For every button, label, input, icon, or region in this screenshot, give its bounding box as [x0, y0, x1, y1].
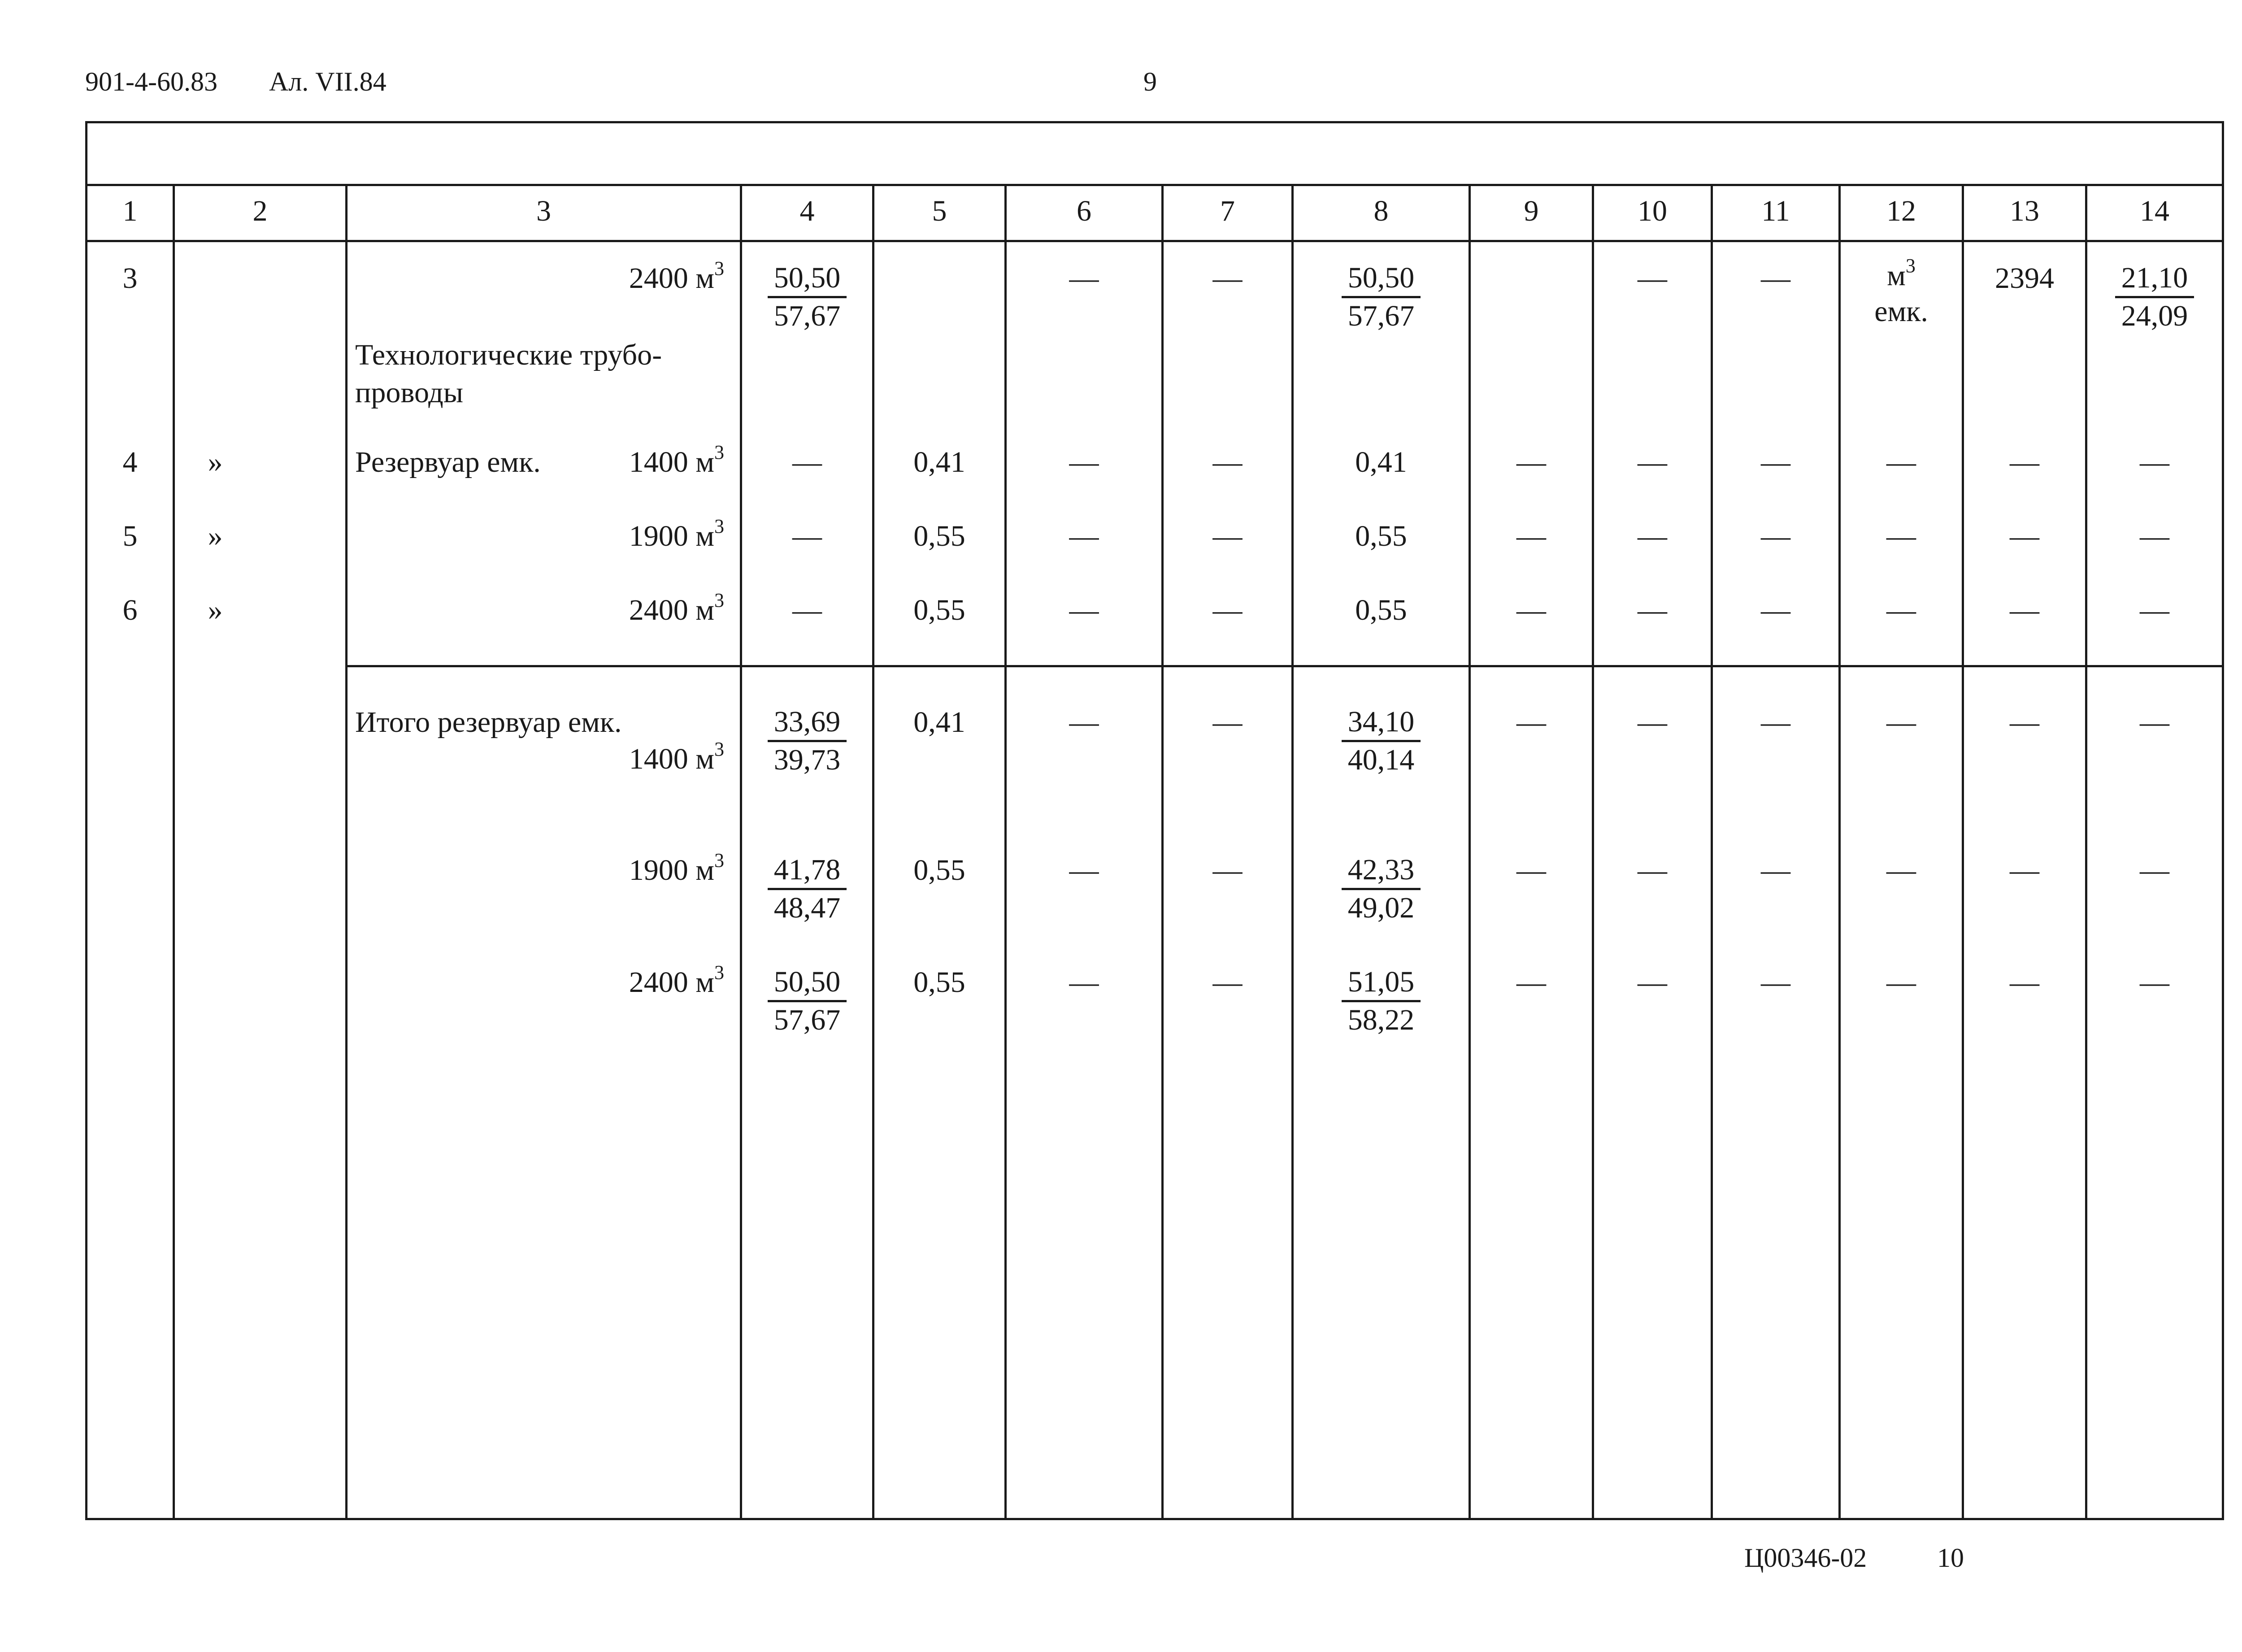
- document-code: 901-4-60.83: [85, 67, 217, 96]
- total3-col4: $\frac{50,50}{57,67}$: [742, 964, 872, 1039]
- total1-col7: —: [1212, 706, 1243, 739]
- col-header-10: 10: [1638, 195, 1667, 227]
- row4-col10: —: [1638, 446, 1667, 478]
- row5-col6: —: [1069, 520, 1099, 552]
- total3-col7: —: [1212, 966, 1243, 999]
- total1-col13: —: [2010, 706, 2039, 739]
- total2-name: 1900 $м^3$: [629, 849, 724, 887]
- col-header-1: 1: [122, 195, 138, 227]
- total2-col7: —: [1212, 854, 1243, 887]
- row5-col10: —: [1638, 520, 1667, 552]
- row3-col6: —: [1069, 262, 1099, 295]
- row3-col12: $м^3$ емк.: [1874, 255, 1928, 328]
- row6-number: 6: [122, 594, 138, 626]
- col-header-3: 3: [536, 195, 551, 227]
- row6-col14: —: [2140, 594, 2169, 626]
- row6-col6: —: [1069, 594, 1099, 626]
- total1-col5: 0,41: [913, 706, 965, 739]
- data-table: [85, 121, 2224, 1520]
- row6-col13: —: [2010, 594, 2039, 626]
- row6-col8: 0,55: [1355, 594, 1407, 626]
- header-top-rule: [87, 184, 2222, 186]
- row3-col8: $\frac{50,50}{57,67}$: [1294, 260, 1469, 335]
- total3-col13: —: [2010, 966, 2039, 999]
- row6-name: 2400 $м^3$: [629, 589, 724, 626]
- col-rule-1: [173, 184, 175, 1520]
- row5-col13: —: [2010, 520, 2039, 552]
- total2-col5: 0,55: [913, 854, 965, 887]
- total1-col8: $\frac{34,10}{40,14}$: [1294, 704, 1469, 778]
- header-bottom-rule: [87, 240, 2222, 242]
- row4-name-capacity: 1400 $м^3$: [629, 441, 724, 478]
- row4-col5: 0,41: [913, 446, 965, 478]
- total3-col12: —: [1886, 966, 1916, 999]
- total1-col14: —: [2140, 706, 2169, 739]
- row6-col5: 0,55: [913, 594, 965, 626]
- row5-col11: —: [1761, 520, 1790, 552]
- row3-col13: 2394: [1995, 262, 2054, 295]
- row4-col12: —: [1886, 446, 1916, 478]
- row6-ditto: »: [208, 594, 223, 626]
- row6-col10: —: [1638, 594, 1667, 626]
- footer-document-code: Ц00346-02: [1744, 1543, 1867, 1573]
- row5-name: 1900 $м^3$: [629, 515, 724, 552]
- row4-col9: —: [1516, 446, 1546, 478]
- total1-col12: —: [1886, 706, 1916, 739]
- col-header-2: 2: [252, 195, 268, 227]
- row4-col8: 0,41: [1355, 446, 1407, 478]
- total2-col6: —: [1069, 854, 1099, 887]
- total3-col5: 0,55: [913, 966, 965, 999]
- row3-col14: $\frac{21,10}{24,09}$: [2087, 260, 2222, 335]
- album-number: Ал. VII.84: [269, 67, 387, 96]
- row5-col9: —: [1516, 520, 1546, 552]
- row5-col4: —: [792, 520, 822, 552]
- row5-col8: 0,55: [1355, 520, 1407, 552]
- row4-ditto: »: [208, 446, 223, 478]
- total1-name-label: Итого резервуар емк.: [355, 706, 622, 739]
- section-title: Технологические трубо- проводы: [355, 339, 662, 409]
- footer-sheet-number: 10: [1937, 1543, 1964, 1573]
- total1-col10: —: [1638, 706, 1667, 739]
- col-header-5: 5: [932, 195, 947, 227]
- row6-col11: —: [1761, 594, 1790, 626]
- row3-col4: $\frac{50,50}{57,67}$: [742, 260, 872, 335]
- total3-col6: —: [1069, 966, 1099, 999]
- total2-col12: —: [1886, 854, 1916, 887]
- row4-col13: —: [2010, 446, 2039, 478]
- page-number: 9: [1143, 67, 1157, 96]
- col-header-11: 11: [1761, 195, 1790, 227]
- row4-col6: —: [1069, 446, 1099, 478]
- total2-col9: —: [1516, 854, 1546, 887]
- col-header-12: 12: [1886, 195, 1916, 227]
- row3-name: 2400 $м^3$: [629, 257, 724, 295]
- total2-col14: —: [2140, 854, 2169, 887]
- row5-ditto: »: [208, 520, 223, 552]
- total3-col11: —: [1761, 966, 1790, 999]
- row3-col11: —: [1761, 262, 1790, 295]
- col-header-8: 8: [1373, 195, 1389, 227]
- col-header-14: 14: [2140, 195, 2169, 227]
- row5-col7: —: [1212, 520, 1243, 552]
- row5-number: 5: [122, 520, 138, 552]
- row4-number: 4: [122, 446, 138, 478]
- row5-col5: 0,55: [913, 520, 965, 552]
- total2-col13: —: [2010, 854, 2039, 887]
- total2-col11: —: [1761, 854, 1790, 887]
- total1-name-capacity: 1400 $м^3$: [629, 738, 724, 775]
- row6-col4: —: [792, 594, 822, 626]
- total3-col9: —: [1516, 966, 1546, 999]
- total2-col8: $\frac{42,33}{49,02}$: [1294, 852, 1469, 926]
- row4-col11: —: [1761, 446, 1790, 478]
- col-header-4: 4: [799, 195, 815, 227]
- row6-col9: —: [1516, 594, 1546, 626]
- total2-col10: —: [1638, 854, 1667, 887]
- row5-col14: —: [2140, 520, 2169, 552]
- row6-col12: —: [1886, 594, 1916, 626]
- col-header-13: 13: [2010, 195, 2039, 227]
- total3-col8: $\frac{51,05}{58,22}$: [1294, 964, 1469, 1039]
- total3-name: 2400 $м^3$: [629, 961, 724, 999]
- col-header-9: 9: [1524, 195, 1539, 227]
- col-header-7: 7: [1220, 195, 1235, 227]
- totals-rule: [345, 665, 2222, 667]
- total3-col14: —: [2140, 966, 2169, 999]
- total1-col9: —: [1516, 706, 1546, 739]
- row4-col14: —: [2140, 446, 2169, 478]
- row4-col4: —: [792, 446, 822, 478]
- row5-col12: —: [1886, 520, 1916, 552]
- row6-col7: —: [1212, 594, 1243, 626]
- row4-name-label: Резервуар емк.: [355, 446, 541, 478]
- total1-col6: —: [1069, 706, 1099, 739]
- total2-col4: $\frac{41,78}{48,47}$: [742, 852, 872, 926]
- row3-number: 3: [122, 262, 138, 295]
- total3-col10: —: [1638, 966, 1667, 999]
- row3-col7: —: [1212, 262, 1243, 295]
- row4-col7: —: [1212, 446, 1243, 478]
- col-header-6: 6: [1077, 195, 1091, 227]
- total1-col11: —: [1761, 706, 1790, 739]
- row3-col10: —: [1638, 262, 1667, 295]
- total1-col4: $\frac{33,69}{39,73}$: [742, 704, 872, 778]
